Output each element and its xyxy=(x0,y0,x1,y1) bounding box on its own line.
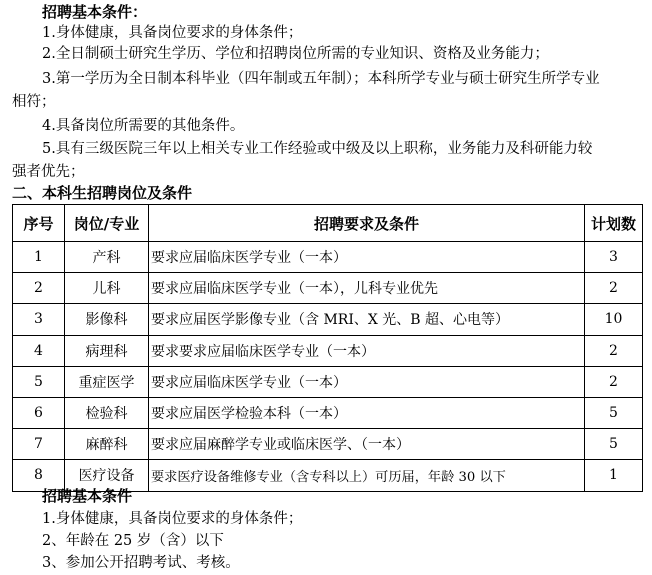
row-number: 4 xyxy=(13,335,65,366)
header-plan-count: 计划数 xyxy=(585,205,643,242)
header-post: 岗位/专业 xyxy=(65,205,149,242)
row-post: 产科 xyxy=(65,242,149,273)
table-row xyxy=(13,242,643,273)
row-number: 5 xyxy=(13,366,65,397)
row-number: 3 xyxy=(13,304,65,335)
row-post: 病理科 xyxy=(65,335,149,366)
row-count: 1 xyxy=(585,460,643,491)
row-number: 1 xyxy=(13,242,65,273)
row-post: 重症医学 xyxy=(65,366,149,397)
row-count: 2 xyxy=(585,273,643,304)
row-requirement: 要求医疗设备维修专业（含专科以上）可历届，年龄 30 以下 xyxy=(149,460,585,491)
row-number: 2 xyxy=(13,273,65,304)
row-post: 影像科 xyxy=(65,304,149,335)
row-requirement: 要求应届临床医学专业（一本） xyxy=(149,242,585,273)
table-row xyxy=(13,366,643,397)
condition-item: 1.身体健康，具备岗位要求的身体条件； xyxy=(42,511,303,527)
section-heading-undergraduate-posts: 二、本科生招聘岗位及条件 xyxy=(12,184,193,202)
row-requirement: 要求应届临床医学专业（一本） xyxy=(149,366,585,397)
row-count: 5 xyxy=(585,397,643,428)
table-header-row xyxy=(13,205,643,242)
condition-item: 3、参加公开招聘考试、考核。 xyxy=(42,555,240,571)
condition-item: 5.具有三级医院三年以上相关专业工作经验或中级及以上职称，业务能力及科研能力较 xyxy=(42,141,593,157)
row-count: 5 xyxy=(585,429,643,460)
table-row xyxy=(13,335,643,366)
condition-item: 3.第一学历为全日制本科毕业（四年制或五年制）；本科所学专业与硕士研究生所学专业 xyxy=(42,71,600,87)
row-post: 医疗设备 xyxy=(65,460,149,491)
recruitment-table xyxy=(12,204,643,492)
condition-item: 1.身体健康，具备岗位要求的身体条件； xyxy=(42,25,303,41)
row-post: 儿科 xyxy=(65,273,149,304)
row-requirement: 要求应届医学影像专业（含 MRI、X 光、B 超、心电等） xyxy=(149,304,585,335)
table-row xyxy=(13,304,643,335)
section-heading-basic-conditions-2: 招聘基本条件 xyxy=(42,487,133,505)
row-requirement: 要求应届医学检验本科（一本） xyxy=(149,397,585,428)
row-number: 7 xyxy=(13,429,65,460)
row-requirement: 要求要求应届临床医学专业（一本） xyxy=(149,335,585,366)
row-count: 3 xyxy=(585,242,643,273)
section-heading-basic-conditions: 招聘基本条件： xyxy=(42,3,148,21)
row-requirement: 要求应届麻醉学专业或临床医学、（一本） xyxy=(149,429,585,460)
table-row xyxy=(13,397,643,428)
row-number: 6 xyxy=(13,397,65,428)
condition-item-continued: 强者优先； xyxy=(12,164,85,180)
condition-item: 4.具备岗位所需要的其他条件。 xyxy=(42,118,245,134)
condition-item: 2、年龄在 25 岁（含）以下 xyxy=(42,533,224,549)
row-post: 检验科 xyxy=(65,397,149,428)
header-requirements: 招聘要求及条件 xyxy=(149,205,585,242)
row-count: 2 xyxy=(585,335,643,366)
condition-item-continued: 相符； xyxy=(12,94,56,110)
row-count: 2 xyxy=(585,366,643,397)
row-post: 麻醉科 xyxy=(65,429,149,460)
row-requirement: 要求应届临床医学专业（一本），儿科专业优先 xyxy=(149,273,585,304)
table-row xyxy=(13,273,643,304)
header-number: 序号 xyxy=(13,205,65,242)
table-row xyxy=(13,429,643,460)
row-count: 10 xyxy=(585,304,643,335)
row-number: 8 xyxy=(13,460,65,491)
condition-item: 2.全日制硕士研究生学历、学位和招聘岗位所需的专业知识、资格及业务能力； xyxy=(42,46,549,62)
